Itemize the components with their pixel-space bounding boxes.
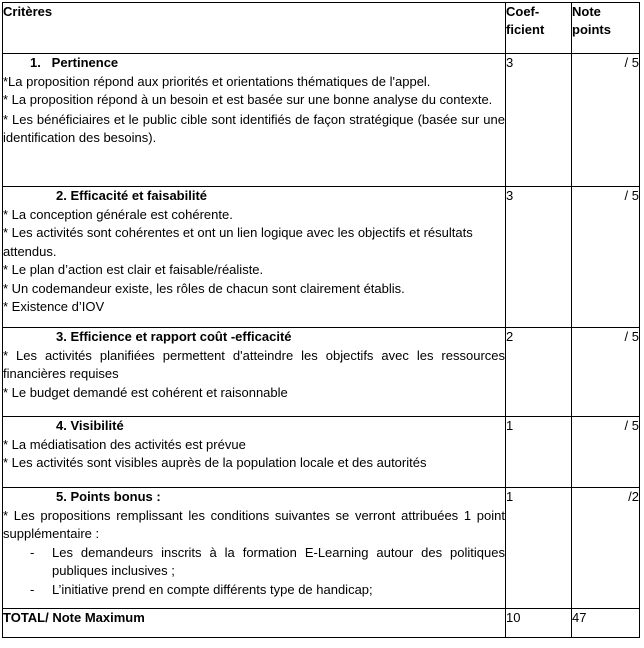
header-note-line1: Note <box>572 4 601 19</box>
bullet-dash: - <box>30 581 35 597</box>
coefficient-cell: 2 <box>506 328 572 417</box>
coefficient-cell: 1 <box>506 488 572 609</box>
bullet-item <box>3 544 505 581</box>
criterion-line: * Un codemandeur existe, les rôles de chacun sont clairement établis. <box>3 280 405 296</box>
header-criteres-label: Critères <box>3 4 53 19</box>
header-note-line2: points <box>572 22 611 37</box>
coefficient-cell: 1 <box>506 417 572 488</box>
header-coef-line2: ficient <box>506 22 545 37</box>
criterion-line: * Les activités sont cohérentes et ont un lien logique avec les objectifs et résultats attendus. <box>3 225 473 259</box>
criterion-cell <box>3 417 506 488</box>
header-row <box>3 3 640 54</box>
criterion-line: *La proposition répond aux priorités et orientations thématiques de l'appel. <box>3 73 431 89</box>
criterion-line: * Les bénéficiaires et le public cible sont identifiés de façon stratégique (basée sur une identification des besoins). <box>3 111 505 145</box>
criterion-cell <box>3 187 506 328</box>
coefficient-cell: 3 <box>506 187 572 328</box>
bullet-dash: - <box>30 544 35 560</box>
criterion-line: * Les activités sont visibles auprès de la population locale et des autorités <box>3 455 427 470</box>
criterion-row-pertinence <box>3 54 640 187</box>
criterion-row-efficacite <box>3 187 640 328</box>
note-cell: / 5 <box>572 417 640 488</box>
bullet-text: L’initiative prend en compte différents type de handicap; <box>52 581 373 597</box>
criterion-line: * La médiatisation des activités est prévue <box>3 436 246 452</box>
total-note: 47 <box>572 609 640 638</box>
criterion-cell <box>3 328 506 417</box>
coefficient-cell: 3 <box>506 54 572 187</box>
criterion-cell <box>3 488 506 609</box>
note-cell: / 5 <box>572 328 640 417</box>
header-note-points <box>572 3 640 54</box>
bullet-text: Les demandeurs inscrits à la formation E-Learning autour des politiques publiques inclusives ; <box>52 544 505 578</box>
note-cell: /2 <box>572 488 640 609</box>
criterion-title: 2. Efficacité et faisabilité <box>56 188 208 203</box>
criterion-line: * Le plan d’action est clair et faisable/réaliste. <box>3 262 264 277</box>
criterion-cell <box>3 54 506 187</box>
criterion-line: * La conception générale est cohérente. <box>3 206 233 222</box>
criterion-line: * Existence d’IOV <box>3 299 105 314</box>
header-coef-line1: Coef- <box>506 4 540 19</box>
criterion-line: * Les propositions remplissant les conditions suivantes se verront attribuées 1 point supplémentaire : <box>3 507 505 541</box>
total-row <box>3 609 640 638</box>
criterion-title: 5. Points bonus : <box>56 489 161 504</box>
total-label: TOTAL/ Note Maximum <box>3 609 506 638</box>
bullet-item <box>3 581 505 600</box>
criterion-line: * La proposition répond à un besoin et est basée sur une bonne analyse du contexte. <box>3 92 493 107</box>
criterion-line: * Les activités planifiées permettent d'atteindre les objectifs avec les ressources financières requises <box>3 347 505 381</box>
header-coefficient <box>506 3 572 54</box>
criterion-title: 3. Efficience et rapport coût -efficacité <box>56 329 292 344</box>
criterion-row-efficience <box>3 328 640 417</box>
evaluation-grid-table <box>2 2 640 638</box>
header-criteres <box>3 3 506 54</box>
criterion-title: 4. Visibilité <box>56 418 124 433</box>
criterion-row-points-bonus <box>3 488 640 609</box>
note-cell: / 5 <box>572 54 640 187</box>
criterion-line: * Le budget demandé est cohérent et raisonnable <box>3 384 288 400</box>
note-cell: / 5 <box>572 187 640 328</box>
total-coefficient: 10 <box>506 609 572 638</box>
criterion-row-visibilite <box>3 417 640 488</box>
criterion-title: 1. Pertinence <box>30 55 119 70</box>
